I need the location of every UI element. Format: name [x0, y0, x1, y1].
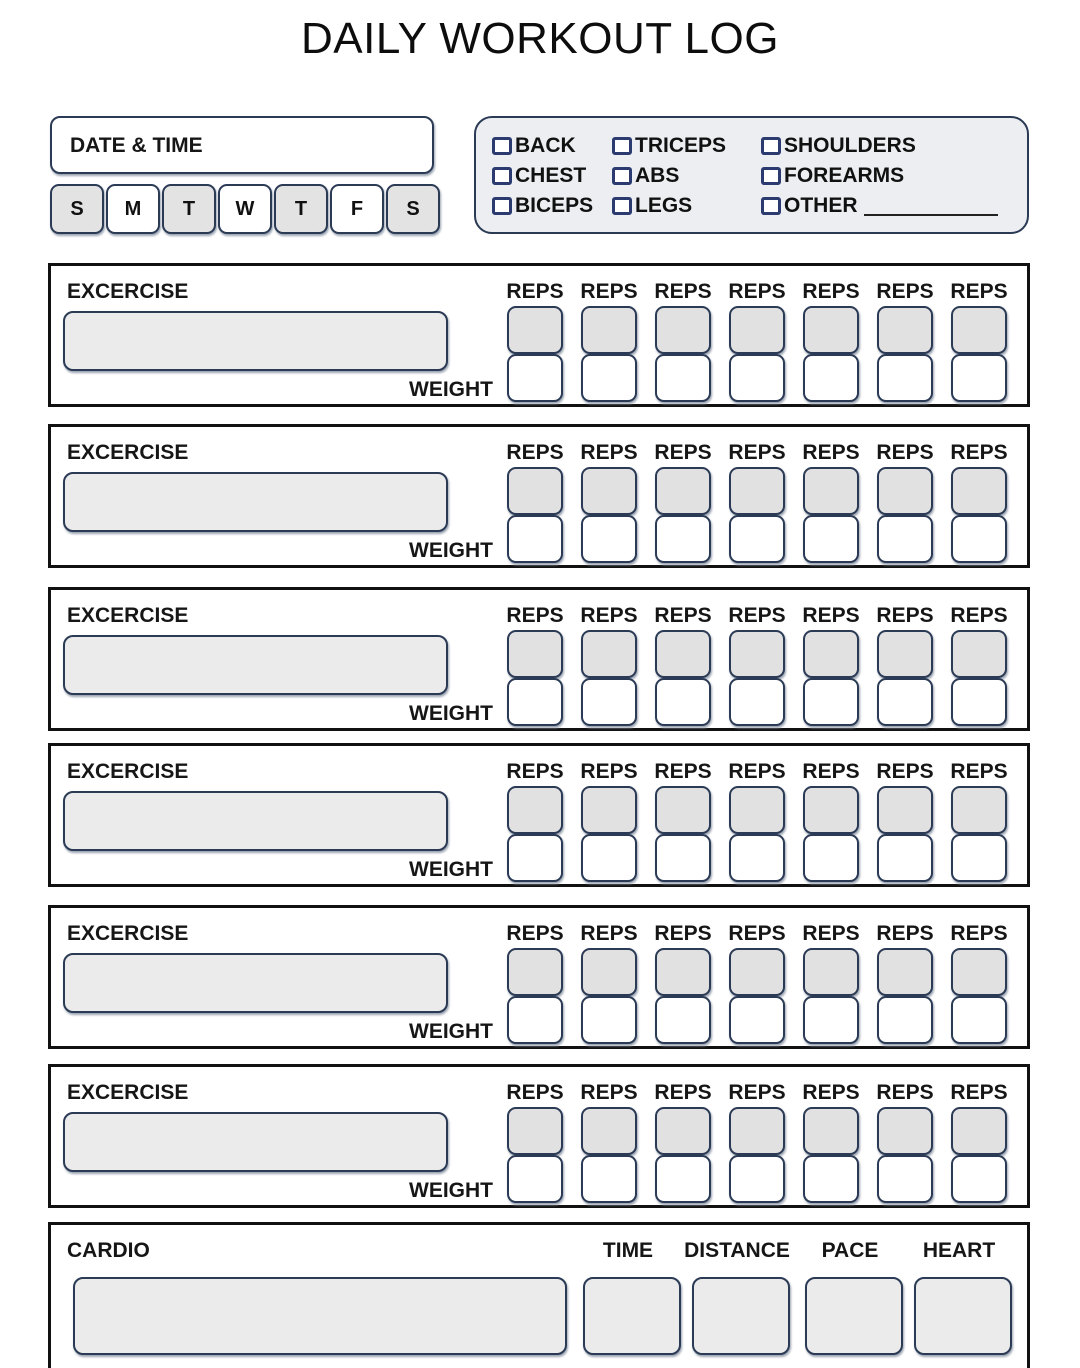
weight-input[interactable] — [507, 678, 563, 726]
reps-label: REPS — [950, 604, 1008, 627]
reps-input[interactable] — [803, 786, 859, 834]
reps-input[interactable] — [655, 786, 711, 834]
checkbox-icon[interactable] — [761, 167, 781, 185]
weight-input[interactable] — [655, 354, 711, 402]
reps-input[interactable] — [877, 1107, 933, 1155]
exercise-name-field[interactable] — [63, 311, 448, 371]
page-title: DAILY WORKOUT LOG — [301, 14, 779, 63]
reps-label: REPS — [876, 760, 934, 783]
exercise-name-field[interactable] — [63, 1112, 448, 1172]
reps-label: REPS — [876, 1081, 934, 1104]
weight-input[interactable] — [803, 996, 859, 1044]
checkbox-icon[interactable] — [612, 137, 632, 155]
reps-label: REPS — [728, 280, 786, 303]
reps-input[interactable] — [803, 948, 859, 996]
reps-input[interactable] — [729, 1107, 785, 1155]
cardio-distance-label: DISTANCE — [684, 1239, 790, 1262]
muscle-shoulders[interactable]: SHOULDERS — [761, 134, 916, 158]
weight-input[interactable] — [877, 834, 933, 882]
weight-input[interactable] — [803, 678, 859, 726]
weight-input[interactable] — [507, 1155, 563, 1203]
exercise-name-field[interactable] — [63, 472, 448, 532]
date-time-label: DATE & TIME — [70, 134, 203, 157]
day-sunday[interactable]: S — [50, 184, 104, 234]
reps-input[interactable] — [803, 306, 859, 354]
exercise-block — [48, 1064, 1030, 1208]
date-time-field[interactable] — [50, 116, 434, 174]
checkbox-icon[interactable] — [612, 197, 632, 215]
weight-input[interactable] — [729, 515, 785, 563]
weight-label: WEIGHT — [409, 702, 493, 725]
reps-label: REPS — [506, 760, 564, 783]
weight-input[interactable] — [581, 678, 637, 726]
reps-input[interactable] — [877, 306, 933, 354]
reps-input[interactable] — [729, 306, 785, 354]
other-write-in-line[interactable] — [864, 196, 998, 216]
exercise-label: EXCERCISE — [67, 441, 189, 464]
reps-input[interactable] — [877, 630, 933, 678]
weight-input[interactable] — [729, 996, 785, 1044]
weight-input[interactable] — [581, 996, 637, 1044]
weight-input[interactable] — [803, 1155, 859, 1203]
weight-input[interactable] — [729, 834, 785, 882]
reps-label: REPS — [506, 922, 564, 945]
reps-label: REPS — [802, 760, 860, 783]
reps-input[interactable] — [951, 467, 1007, 515]
reps-input[interactable] — [581, 306, 637, 354]
weight-input[interactable] — [581, 1155, 637, 1203]
weight-input[interactable] — [729, 1155, 785, 1203]
muscle-back[interactable]: BACK — [492, 134, 576, 158]
weight-input[interactable] — [655, 678, 711, 726]
weight-input[interactable] — [803, 834, 859, 882]
day-selector — [50, 184, 440, 236]
reps-label: REPS — [728, 441, 786, 464]
reps-input[interactable] — [655, 948, 711, 996]
reps-label: REPS — [580, 922, 638, 945]
reps-input[interactable] — [803, 630, 859, 678]
muscle-legs[interactable]: LEGS — [612, 194, 692, 218]
cardio-distance-field[interactable] — [692, 1277, 790, 1355]
reps-input[interactable] — [803, 467, 859, 515]
reps-input[interactable] — [581, 467, 637, 515]
weight-input[interactable] — [951, 354, 1007, 402]
exercise-block — [48, 587, 1030, 731]
day-saturday[interactable]: S — [386, 184, 440, 234]
reps-label: REPS — [580, 760, 638, 783]
muscle-abs[interactable]: ABS — [612, 164, 679, 188]
weight-input[interactable] — [507, 834, 563, 882]
reps-label: REPS — [580, 1081, 638, 1104]
reps-label: REPS — [802, 922, 860, 945]
weight-input[interactable] — [951, 1155, 1007, 1203]
exercise-label: EXCERCISE — [67, 604, 189, 627]
reps-input[interactable] — [507, 306, 563, 354]
reps-input[interactable] — [803, 1107, 859, 1155]
weight-input[interactable] — [655, 1155, 711, 1203]
weight-input[interactable] — [877, 354, 933, 402]
weight-input[interactable] — [655, 515, 711, 563]
reps-input[interactable] — [655, 306, 711, 354]
reps-label: REPS — [876, 441, 934, 464]
checkbox-icon[interactable] — [492, 137, 512, 155]
reps-label: REPS — [876, 604, 934, 627]
exercise-name-field[interactable] — [63, 953, 448, 1013]
weight-input[interactable] — [507, 354, 563, 402]
muscle-group-checklist — [474, 116, 1029, 234]
reps-label: REPS — [654, 441, 712, 464]
weight-label: WEIGHT — [409, 1179, 493, 1202]
exercise-label: EXCERCISE — [67, 1081, 189, 1104]
reps-input[interactable] — [655, 467, 711, 515]
day-friday[interactable]: F — [330, 184, 384, 234]
muscle-forearms[interactable]: FOREARMS — [761, 164, 904, 188]
reps-label: REPS — [950, 760, 1008, 783]
reps-input[interactable] — [729, 467, 785, 515]
cardio-time-label: TIME — [602, 1239, 654, 1262]
weight-label: WEIGHT — [409, 1020, 493, 1043]
reps-input[interactable] — [951, 1107, 1007, 1155]
reps-label: REPS — [802, 441, 860, 464]
exercise-block — [48, 743, 1030, 887]
reps-input[interactable] — [507, 948, 563, 996]
reps-input[interactable] — [655, 630, 711, 678]
weight-label: WEIGHT — [409, 858, 493, 881]
day-tuesday[interactable]: T — [162, 184, 216, 234]
exercise-name-field[interactable] — [63, 635, 448, 695]
reps-input[interactable] — [507, 467, 563, 515]
weight-input[interactable] — [951, 515, 1007, 563]
reps-input[interactable] — [729, 948, 785, 996]
day-thursday[interactable]: T — [274, 184, 328, 234]
reps-label: REPS — [580, 280, 638, 303]
reps-label: REPS — [950, 280, 1008, 303]
cardio-label: CARDIO — [67, 1239, 150, 1262]
reps-label: REPS — [728, 1081, 786, 1104]
reps-label: REPS — [580, 441, 638, 464]
reps-input[interactable] — [877, 786, 933, 834]
exercise-label: EXCERCISE — [67, 760, 189, 783]
reps-label: REPS — [876, 922, 934, 945]
weight-input[interactable] — [803, 354, 859, 402]
weight-label: WEIGHT — [409, 378, 493, 401]
reps-label: REPS — [802, 280, 860, 303]
reps-input[interactable] — [581, 630, 637, 678]
checkbox-icon[interactable] — [612, 167, 632, 185]
reps-input[interactable] — [951, 948, 1007, 996]
reps-label: REPS — [876, 280, 934, 303]
weight-input[interactable] — [507, 515, 563, 563]
muscle-biceps[interactable]: BICEPS — [492, 194, 593, 218]
reps-label: REPS — [950, 441, 1008, 464]
reps-input[interactable] — [507, 786, 563, 834]
reps-input[interactable] — [951, 306, 1007, 354]
exercise-block — [48, 905, 1030, 1049]
reps-label: REPS — [506, 604, 564, 627]
exercise-block — [48, 424, 1030, 568]
exercise-name-field[interactable] — [63, 791, 448, 851]
weight-label: WEIGHT — [409, 539, 493, 562]
exercise-label: EXCERCISE — [67, 280, 189, 303]
reps-label: REPS — [506, 280, 564, 303]
reps-label: REPS — [802, 1081, 860, 1104]
weight-input[interactable] — [581, 834, 637, 882]
cardio-time-field[interactable] — [583, 1277, 681, 1355]
cardio-pace-label: PACE — [821, 1239, 879, 1262]
checkbox-icon[interactable] — [492, 167, 512, 185]
muscle-chest[interactable]: CHEST — [492, 164, 586, 188]
reps-input[interactable] — [877, 948, 933, 996]
reps-input[interactable] — [581, 948, 637, 996]
reps-label: REPS — [802, 604, 860, 627]
weight-input[interactable] — [581, 515, 637, 563]
weight-input[interactable] — [803, 515, 859, 563]
reps-input[interactable] — [655, 1107, 711, 1155]
reps-label: REPS — [654, 280, 712, 303]
day-wednesday[interactable]: W — [218, 184, 272, 234]
checkbox-icon[interactable] — [761, 137, 781, 155]
reps-input[interactable] — [507, 1107, 563, 1155]
weight-input[interactable] — [729, 354, 785, 402]
cardio-heart-field[interactable] — [914, 1277, 1012, 1355]
reps-label: REPS — [654, 1081, 712, 1104]
reps-input[interactable] — [729, 630, 785, 678]
reps-label: REPS — [506, 441, 564, 464]
cardio-heart-label: HEART — [922, 1239, 996, 1262]
day-monday[interactable]: M — [106, 184, 160, 234]
reps-label: REPS — [728, 604, 786, 627]
reps-input[interactable] — [951, 630, 1007, 678]
reps-input[interactable] — [507, 630, 563, 678]
checkbox-icon[interactable] — [761, 197, 781, 215]
exercise-label: EXCERCISE — [67, 922, 189, 945]
reps-input[interactable] — [729, 786, 785, 834]
checkbox-icon[interactable] — [492, 197, 512, 215]
reps-label: REPS — [950, 922, 1008, 945]
weight-input[interactable] — [581, 354, 637, 402]
reps-label: REPS — [506, 1081, 564, 1104]
weight-input[interactable] — [507, 996, 563, 1044]
muscle-triceps[interactable]: TRICEPS — [612, 134, 726, 158]
reps-input[interactable] — [877, 467, 933, 515]
reps-label: REPS — [654, 760, 712, 783]
weight-input[interactable] — [877, 678, 933, 726]
reps-label: REPS — [728, 922, 786, 945]
weight-input[interactable] — [877, 1155, 933, 1203]
cardio-pace-field[interactable] — [805, 1277, 903, 1355]
weight-input[interactable] — [655, 996, 711, 1044]
cardio-section — [48, 1222, 1030, 1368]
weight-input[interactable] — [951, 678, 1007, 726]
weight-input[interactable] — [951, 834, 1007, 882]
reps-label: REPS — [950, 1081, 1008, 1104]
reps-input[interactable] — [581, 786, 637, 834]
weight-input[interactable] — [655, 834, 711, 882]
weight-input[interactable] — [877, 996, 933, 1044]
muscle-other[interactable]: OTHER — [761, 194, 998, 218]
reps-input[interactable] — [951, 786, 1007, 834]
reps-input[interactable] — [581, 1107, 637, 1155]
weight-input[interactable] — [951, 996, 1007, 1044]
weight-input[interactable] — [877, 515, 933, 563]
weight-input[interactable] — [729, 678, 785, 726]
cardio-activity-field[interactable] — [73, 1277, 567, 1355]
reps-label: REPS — [580, 604, 638, 627]
reps-label: REPS — [654, 922, 712, 945]
reps-label: REPS — [728, 760, 786, 783]
reps-label: REPS — [654, 604, 712, 627]
exercise-block — [48, 263, 1030, 407]
